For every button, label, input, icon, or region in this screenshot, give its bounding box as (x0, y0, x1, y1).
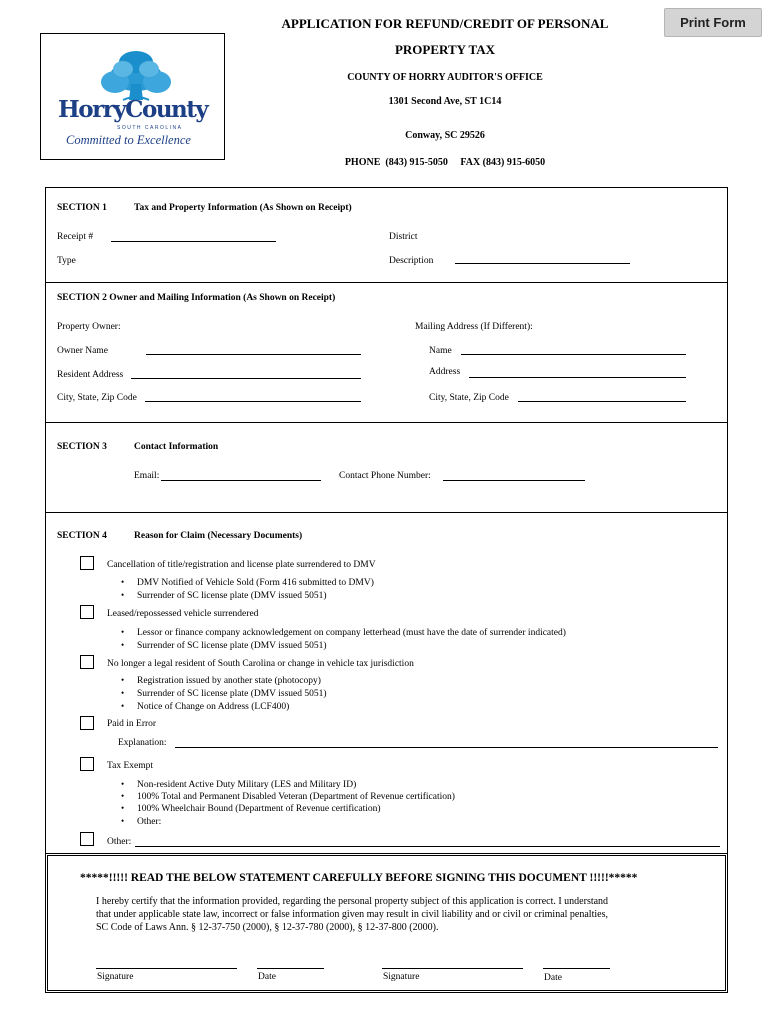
explanation-label: Explanation: (118, 738, 167, 748)
bullet: • (121, 701, 125, 711)
option3-doc3: Notice of Change on Address (LCF400) (137, 702, 290, 712)
owner-name-label: Owner Name (57, 346, 108, 356)
description-label: Description (389, 256, 434, 266)
option1-doc2: Surrender of SC license plate (DMV issued 5051) (137, 591, 327, 601)
option-leased-label: Leased/repossessed vehicle surrendered (107, 609, 259, 619)
option3-doc1: Registration issued by another state (photocopy) (137, 676, 321, 686)
statement-heading: *****!!!!! READ THE BELOW STATEMENT CAREFULLY BEFORE SIGNING THIS DOCUMENT !!!!!***** (80, 872, 638, 884)
option-tax-exempt-label: Tax Exempt (107, 761, 154, 771)
statement-line3: SC Code of Laws Ann. § 12-37-750 (2000), § 12-37-780 (2000), § 12-37-800 (2000). (96, 922, 439, 933)
type-label: Type (57, 256, 76, 266)
option5-doc1: Non-resident Active Duty Military (LES and Military ID) (137, 780, 357, 790)
section2-title: SECTION 2 Owner and Mailing Information (As Shown on Receipt) (57, 293, 336, 303)
city-state-zip-label-left: City, State, Zip Code (57, 393, 137, 403)
office-phone-fax: PHONE (843) 915-5050 FAX (843) 915-6050 (344, 157, 546, 168)
option3-doc2: Surrender of SC license plate (DMV issued 5051) (137, 689, 327, 699)
signature2-label: Signature (383, 972, 420, 982)
logo-tagline: Committed to Excellence (66, 133, 191, 147)
other-field[interactable] (135, 846, 720, 847)
resident-address-field[interactable] (131, 378, 361, 379)
bullet: • (121, 640, 125, 650)
date1-label: Date (258, 972, 276, 982)
city-state-zip-field-left[interactable] (145, 401, 361, 402)
option5-doc2: 100% Total and Permanent Disabled Veteran (Department of Revenue certification) (137, 792, 455, 802)
statement-line2: that under applicable state law, incorrect or false information given may result in civil liability and or civil or criminal penalties, (96, 909, 608, 920)
date2-field[interactable] (543, 968, 610, 969)
email-label: Email: (134, 471, 160, 481)
checkbox-other[interactable] (80, 832, 94, 846)
section4-number: SECTION 4 (57, 531, 107, 541)
bullet: • (121, 803, 125, 813)
resident-address-label: Resident Address (57, 370, 124, 380)
option2-doc2: Surrender of SC license plate (DMV issued 5051) (137, 641, 327, 651)
receipt-field[interactable] (111, 241, 276, 242)
contact-phone-field[interactable] (443, 480, 585, 481)
mailing-name-field[interactable] (461, 354, 686, 355)
option5-doc3: 100% Wheelchair Bound (Department of Revenue certification) (137, 804, 381, 814)
checkbox-leased-repossessed[interactable] (80, 605, 94, 619)
contact-phone-label: Contact Phone Number: (339, 471, 431, 481)
statement-line1: I hereby certify that the information provided, regarding the personal property subject of this application is correct. I understand (96, 896, 609, 907)
office-city: Conway, SC 29526 (405, 130, 485, 141)
option1-doc1: DMV Notified of Vehicle Sold (Form 416 submitted to DMV) (137, 578, 374, 588)
property-owner-label: Property Owner: (57, 322, 121, 332)
section1-title: Tax and Property Information (As Shown on Receipt) (134, 203, 352, 213)
bullet: • (121, 590, 125, 600)
mailing-address-field-label: Address (429, 367, 461, 377)
option5-doc4: Other: (137, 817, 162, 827)
signature1-field[interactable] (96, 968, 237, 969)
office-name: COUNTY OF HORRY AUDITOR'S OFFICE (347, 72, 543, 83)
section3-title: Contact Information (134, 442, 219, 452)
section4-title: Reason for Claim (Necessary Documents) (134, 531, 303, 541)
receipt-label: Receipt # (57, 232, 94, 242)
bullet: • (121, 675, 125, 685)
mailing-address-field[interactable] (469, 377, 686, 378)
district-label: District (389, 232, 418, 242)
explanation-field[interactable] (175, 747, 718, 748)
bullet: • (121, 816, 125, 826)
logo-state: SOUTH CAROLINA (117, 125, 183, 131)
section-divider (45, 512, 728, 513)
section3-number: SECTION 3 (57, 442, 107, 452)
bullet: • (121, 779, 125, 789)
logo-name: HorryCounty (58, 96, 208, 123)
checkbox-paid-in-error[interactable] (80, 716, 94, 730)
print-form-button[interactable]: Print Form (664, 8, 762, 37)
option-other-label: Other: (107, 837, 132, 847)
horry-county-logo (40, 33, 225, 160)
section1-number: SECTION 1 (57, 203, 107, 213)
mailing-name-label: Name (429, 346, 452, 356)
date1-field[interactable] (257, 968, 324, 969)
signature1-label: Signature (97, 972, 134, 982)
office-address: 1301 Second Ave, ST 1C14 (388, 96, 502, 107)
bullet: • (121, 688, 125, 698)
bullet: • (121, 627, 125, 637)
city-state-zip-label-right: City, State, Zip Code (429, 393, 509, 403)
description-field[interactable] (455, 263, 630, 264)
option-paid-in-error-label: Paid in Error (107, 719, 157, 729)
checkbox-no-longer-resident[interactable] (80, 655, 94, 669)
checkbox-tax-exempt[interactable] (80, 757, 94, 771)
bullet: • (121, 577, 125, 587)
email-field[interactable] (161, 480, 321, 481)
option-no-longer-resident-label: No longer a legal resident of South Carolina or change in vehicle tax jurisdiction (107, 659, 414, 669)
city-state-zip-field-right[interactable] (518, 401, 686, 402)
option2-doc1: Lessor or finance company acknowledgement on company letterhead (must have the date of surrender indicated) (137, 628, 566, 638)
section-divider (45, 422, 728, 423)
form-title-line2: PROPERTY TAX (394, 42, 496, 57)
option-cancellation-label: Cancellation of title/registration and license plate surrendered to DMV (107, 560, 376, 570)
owner-name-field[interactable] (146, 354, 361, 355)
mailing-address-label: Mailing Address (If Different): (415, 322, 533, 332)
bullet: • (121, 791, 125, 801)
form-title-line1: APPLICATION FOR REFUND/CREDIT OF PERSONAL (281, 16, 609, 31)
signature2-field[interactable] (382, 968, 523, 969)
date2-label: Date (544, 973, 562, 983)
section-divider (45, 282, 728, 283)
checkbox-cancellation[interactable] (80, 556, 94, 570)
